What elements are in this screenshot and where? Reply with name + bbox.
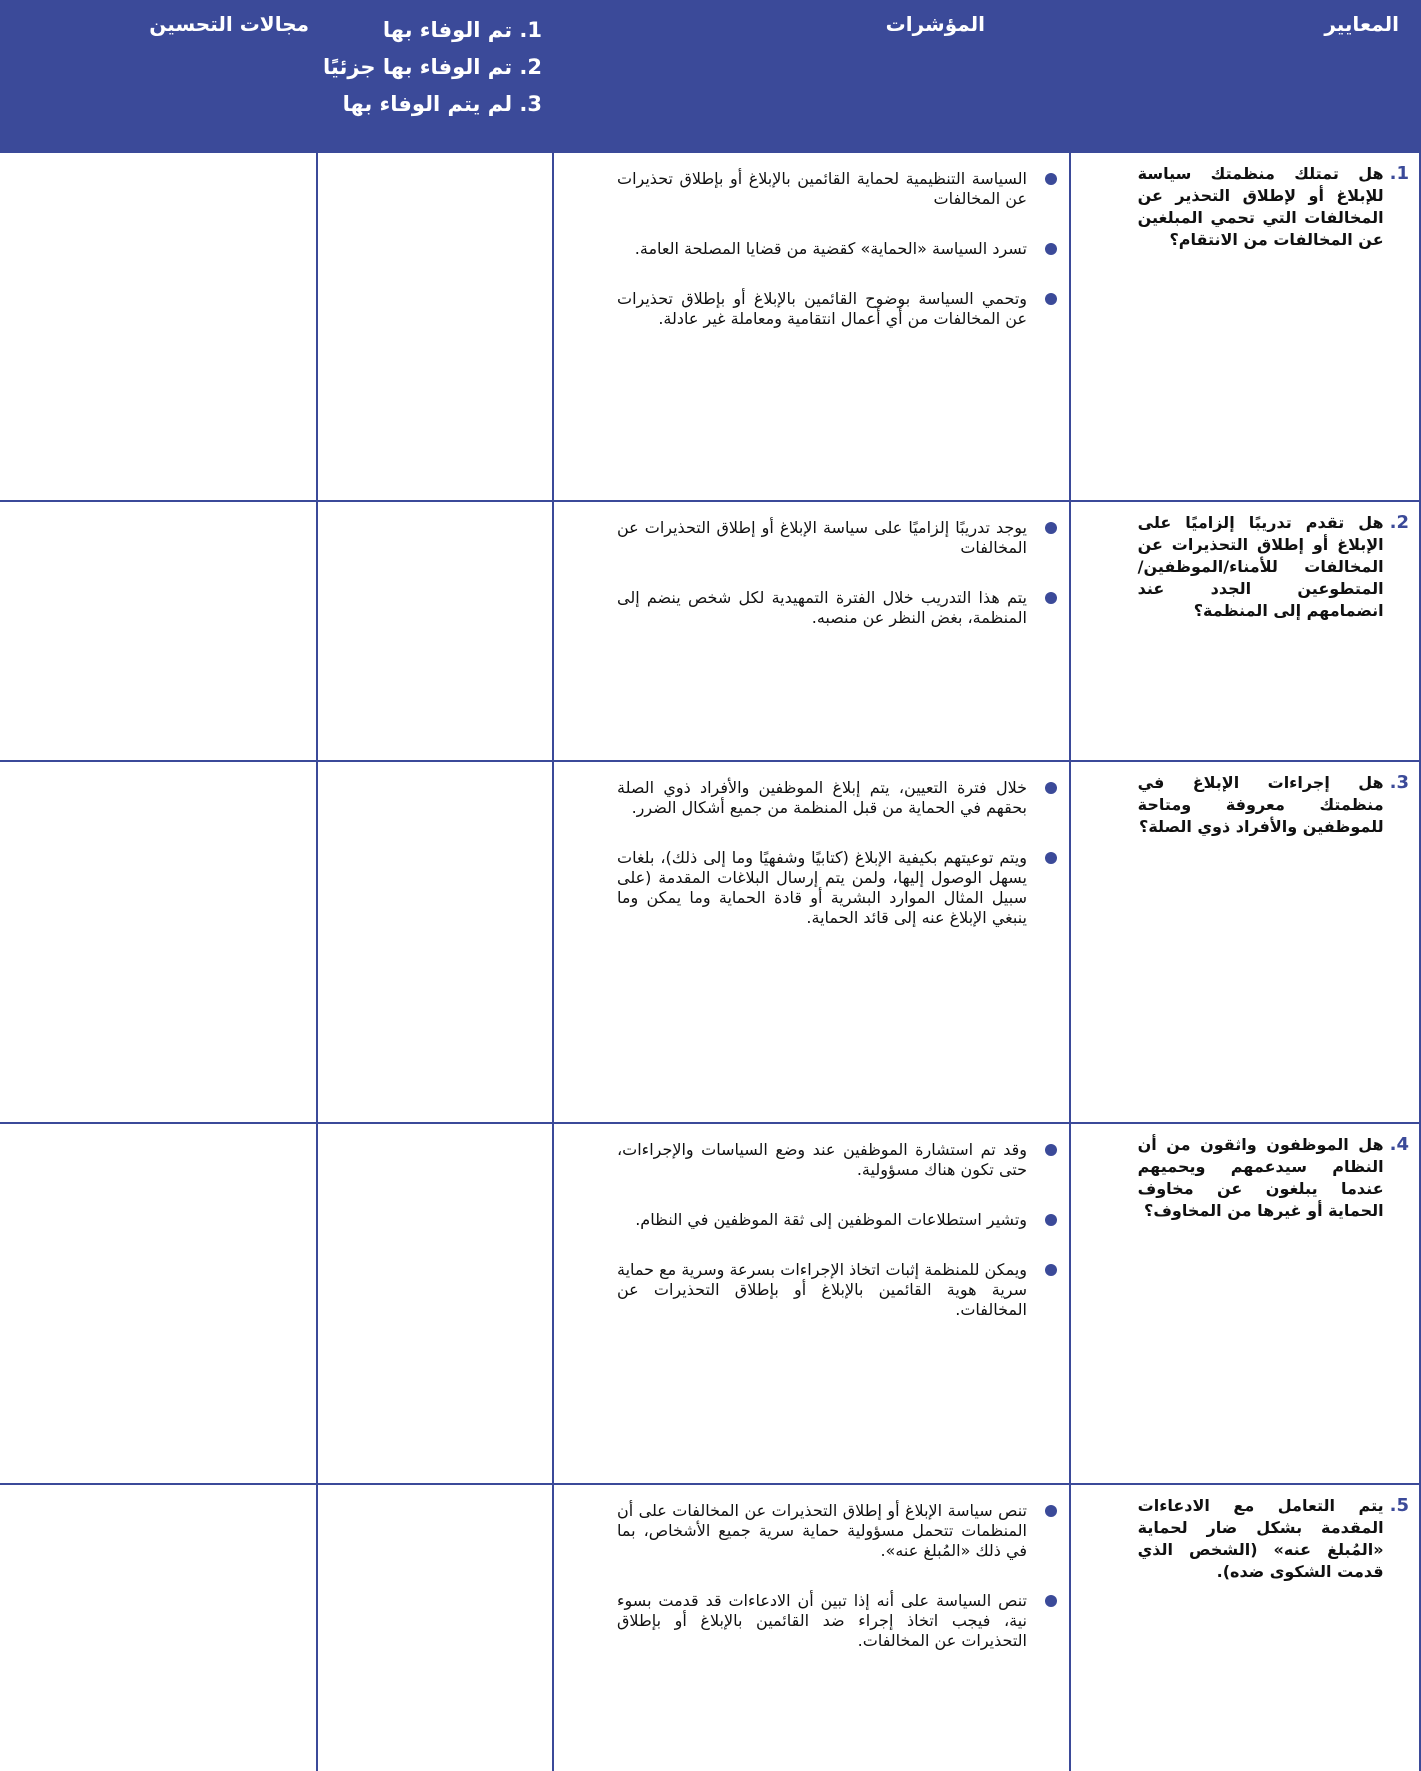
criteria-question: هل تقدم تدريبًا إلزاميًا على الإبلاغ أو إطلاق التحذيرات عن المخالفات للأمناء/الموظفين/المتطوعين الجدد عند انضمامهم إلى المنظمة؟ bbox=[1137, 513, 1384, 620]
indicator-text: ويمكن للمنظمة إثبات اتخاذ الإجراءات بسرعة وسرية مع حماية سرية هوية القائمين بالإبلاغ أو بإطلاق التحذيرات عن المخالفات. bbox=[617, 1260, 1027, 1319]
bullet-icon bbox=[1045, 782, 1057, 794]
bullet-icon bbox=[1045, 1595, 1057, 1607]
indicator-text: يتم هذا التدريب خلال الفترة التمهيدية لكل شخص ينضم إلى المنظمة، بغض النظر عن منصبه. bbox=[617, 588, 1027, 627]
header-criteria bbox=[1071, 0, 1421, 153]
table-row bbox=[0, 1124, 1421, 1485]
column-divider bbox=[316, 153, 318, 1771]
indicator-text: خلال فترة التعيين، يتم إبلاغ الموظفين والأفراد ذوي الصلة بحقهم في الحماية من قبل المنظمة من جميع أشكال الضرر. bbox=[617, 778, 1027, 817]
bullet-icon bbox=[1045, 243, 1057, 255]
indicator-text: تنص سياسة الإبلاغ أو إطلاق التحذيرات عن المخالفات على أن المنظمات تتحمل مسؤولية حماية سرية جميع الأشخاص، بما في ذلك «المُبلغ عنه». bbox=[617, 1501, 1027, 1560]
indicator-list bbox=[617, 1140, 1057, 1350]
indicator-item bbox=[617, 1591, 1057, 1651]
indicator-list bbox=[617, 778, 1057, 958]
criteria-question: يتم التعامل مع الادعاءات المقدمة بشكل ضار لحماية «المُبلغ عنه» (الشخص الذي قدمت الشكوى ضده). bbox=[1137, 1496, 1384, 1581]
indicator-text: يوجد تدريبًا إلزاميًا على سياسة الإبلاغ أو إطلاق التحذيرات عن المخالفات bbox=[617, 518, 1027, 557]
table-header bbox=[0, 0, 1421, 153]
bullet-icon bbox=[1045, 522, 1057, 534]
header-improvement bbox=[0, 0, 317, 153]
indicator-text: السياسة التنظيمية لحماية القائمين بالإبلاغ أو بإطلاق تحذيرات عن المخالفات bbox=[617, 169, 1027, 208]
criteria-number: 4. bbox=[1389, 1134, 1409, 1155]
indicator-item bbox=[617, 848, 1057, 928]
table-row bbox=[0, 502, 1421, 762]
indicators-cell bbox=[554, 153, 1071, 500]
criteria-question: هل الموظفون واثقون من أن النظام سيدعمهم ويحميهم عندما يبلغون عن مخاوف الحماية أو غيرها من المخاوف؟ bbox=[1137, 1135, 1384, 1220]
table-body bbox=[0, 153, 1421, 1771]
indicator-text: تنص السياسة على أنه إذا تبين أن الادعاءات قد قدمت بسوء نية، فيجب اتخاذ إجراء ضد القائمين بالإبلاغ أو بإطلاق التحذيرات عن المخالفات. bbox=[617, 1591, 1027, 1650]
bullet-icon bbox=[1045, 1264, 1057, 1276]
header-rating-scale bbox=[317, 0, 554, 153]
rating-option-partially-met: 2. تم الوفاء بها جزئيًا bbox=[323, 55, 542, 79]
bullet-icon bbox=[1045, 1144, 1057, 1156]
rating-option-not-met: 3. لم يتم الوفاء بها bbox=[342, 92, 542, 116]
criteria-question: هل تمتلك منظمتك سياسة للإبلاغ أو لإطلاق التحذير عن المخالفات التي تحمي المبلغين عن المخالفات من الانتقام؟ bbox=[1137, 164, 1384, 249]
column-divider bbox=[552, 153, 554, 1771]
indicator-list bbox=[617, 169, 1057, 359]
indicator-text: ويتم توعيتهم بكيفية الإبلاغ (كتابيًا وشفهيًا وما إلى ذلك)، بلغات يسهل الوصول إليها، ولمن يتم إرسال البلاغات المقدمة (على سبيل المثال الموارد البشرية أو قادة الحماية وما يمكن وما ينبغي الإبلاغ عنه إلى قائد الحماية. bbox=[617, 848, 1027, 927]
table-row bbox=[0, 153, 1421, 502]
criteria-number: 2. bbox=[1389, 512, 1409, 533]
improvement-cell[interactable] bbox=[0, 502, 317, 760]
rating-cell[interactable] bbox=[317, 153, 554, 500]
rating-scale-list bbox=[323, 12, 542, 123]
table-row bbox=[0, 762, 1421, 1124]
rating-option-met: 1. تم الوفاء بها bbox=[382, 18, 542, 42]
bullet-icon bbox=[1045, 592, 1057, 604]
indicator-item bbox=[617, 1210, 1057, 1230]
rating-cell[interactable] bbox=[317, 762, 554, 1122]
header-improvement-label: مجالات التحسين bbox=[149, 12, 309, 36]
indicator-item bbox=[617, 239, 1057, 259]
rating-cell[interactable] bbox=[317, 1485, 554, 1771]
indicators-cell bbox=[554, 762, 1071, 1122]
indicator-list bbox=[617, 518, 1057, 658]
criteria-question: هل إجراءات الإبلاغ في منظمتك معروفة ومتاحة للموظفين والأفراد ذوي الصلة؟ bbox=[1137, 773, 1384, 836]
bullet-icon bbox=[1045, 852, 1057, 864]
criteria-cell bbox=[1071, 153, 1421, 500]
rating-cell[interactable] bbox=[317, 502, 554, 760]
criteria-number: 3. bbox=[1389, 772, 1409, 793]
indicator-text: تسرد السياسة «الحماية» كقضية من قضايا المصلحة العامة. bbox=[634, 239, 1027, 258]
indicator-text: وتشير استطلاعات الموظفين إلى ثقة الموظفين في النظام. bbox=[635, 1210, 1027, 1229]
indicator-item bbox=[617, 778, 1057, 818]
indicators-cell bbox=[554, 1124, 1071, 1483]
indicator-item bbox=[617, 169, 1057, 209]
rating-cell[interactable] bbox=[317, 1124, 554, 1483]
header-indicators-label: المؤشرات bbox=[885, 12, 985, 36]
header-criteria-label: المعايير bbox=[1324, 12, 1399, 36]
bullet-icon bbox=[1045, 293, 1057, 305]
criteria-cell bbox=[1071, 762, 1421, 1122]
indicator-item bbox=[617, 1140, 1057, 1180]
criteria-cell bbox=[1071, 1124, 1421, 1483]
criteria-cell bbox=[1071, 502, 1421, 760]
bullet-icon bbox=[1045, 1214, 1057, 1226]
indicator-item bbox=[617, 588, 1057, 628]
bullet-icon bbox=[1045, 173, 1057, 185]
indicator-item bbox=[617, 289, 1057, 329]
header-indicators bbox=[554, 0, 1071, 153]
indicator-item bbox=[617, 1501, 1057, 1561]
indicator-item bbox=[617, 1260, 1057, 1320]
criteria-number: 1. bbox=[1389, 163, 1409, 184]
indicator-text: وقد تم استشارة الموظفين عند وضع السياسات والإجراءات، حتى تكون هناك مسؤولية. bbox=[617, 1140, 1027, 1179]
improvement-cell[interactable] bbox=[0, 153, 317, 500]
indicator-text: وتحمي السياسة بوضوح القائمين بالإبلاغ أو بإطلاق تحذيرات عن المخالفات من أي أعمال انتقامية ومعاملة غير عادلة. bbox=[617, 289, 1027, 328]
bullet-icon bbox=[1045, 1505, 1057, 1517]
indicator-item bbox=[617, 518, 1057, 558]
table-row bbox=[0, 1485, 1421, 1771]
indicator-list bbox=[617, 1501, 1057, 1681]
criteria-cell bbox=[1071, 1485, 1421, 1771]
criteria-number: 5. bbox=[1389, 1495, 1409, 1516]
column-divider bbox=[1069, 153, 1071, 1771]
indicators-cell bbox=[554, 1485, 1071, 1771]
improvement-cell[interactable] bbox=[0, 762, 317, 1122]
improvement-cell[interactable] bbox=[0, 1485, 317, 1771]
indicators-cell bbox=[554, 502, 1071, 760]
improvement-cell[interactable] bbox=[0, 1124, 317, 1483]
